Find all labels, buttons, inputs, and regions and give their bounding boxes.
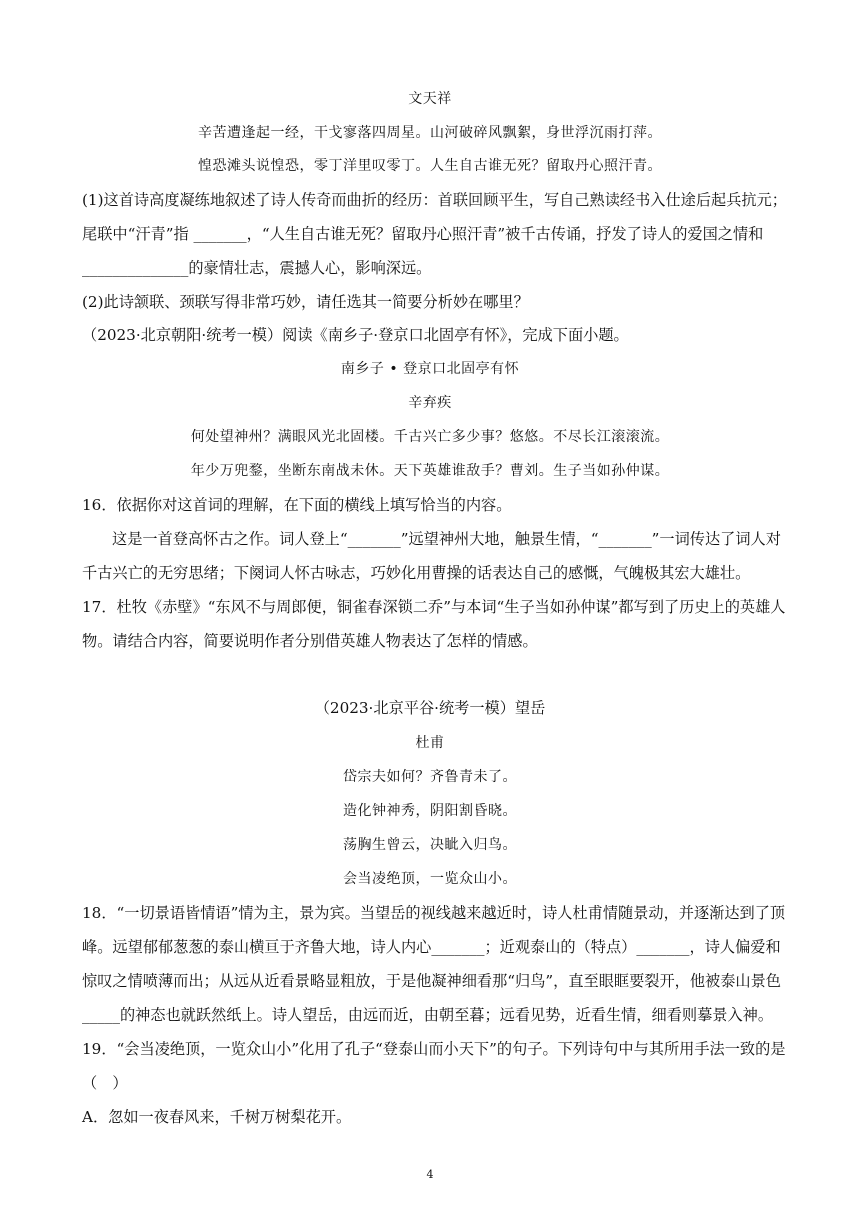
q17-line1: 17．杜牧《赤壁》“东风不与周郎便，铜雀春深锁二乔”与本词“生子当如孙仲谋”都写到了历史上的英雄人	[82, 598, 786, 616]
poem2-title: 南乡子 • 登京口北固亭有怀	[340, 361, 520, 377]
q1-line2: 尾联中“汗青”指 _______，“人生自古谁无死？留取丹心照汗青”被千古传诵，抒发了诗人的爱国之情和	[82, 225, 764, 243]
poem3-line1: 岱宗夫如何？齐鲁青未了。	[343, 769, 517, 785]
q18-line1: 18．“一切景语皆情语”情为主，景为宾。当望岳的视线越来越近时，诗人杜甫情随景动，并逐渐达到了顶	[82, 904, 786, 922]
q1-line1: (1)这首诗高度凝练地叙述了诗人传奇而曲折的经历：首联回顾平生，写自己熟读经书入仕途后起兵抗元；	[82, 191, 787, 209]
poem1-author: 文天祥	[408, 91, 452, 107]
q19-option-a: A．忽如一夜春风来，千树万树梨花开。	[82, 1108, 352, 1126]
poem3-author: 杜甫	[415, 735, 445, 751]
poem1-line1: 辛苦遭逢起一经，干戈寥落四周星。山河破碎风飘絮，身世浮沉雨打萍。	[198, 125, 662, 141]
poem2-line1: 何处望神州？满眼风光北固楼。千古兴亡多少事？悠悠。不尽长江滚滚流。	[190, 429, 670, 445]
q17-line2: 物。请结合内容，简要说明作者分别借英雄人物表达了怎样的情感。	[82, 632, 538, 650]
q1-line3: ______________的豪情壮志，震撼人心，影响深远。	[82, 259, 432, 277]
q18-line4: _____的神态也就跃然纸上。诗人望岳，由远而近，由朝至暮；远看见势，近看生情，细看则摹景入神。	[82, 1006, 774, 1024]
poem2-line2: 年少万兜鍪，坐断东南战未休。天下英雄谁敌手？曹刘。生子当如孙仲谋。	[190, 463, 670, 479]
poem2-author: 辛弃疾	[408, 395, 452, 411]
q19-line1: 19．“会当凌绝顶，一览众山小”化用了孔子“登泰山而小天下”的句子。下列诗句中与其所用手法一致的是	[82, 1040, 786, 1058]
poem3-line4: 会当凌绝顶，一览众山小。	[343, 871, 517, 887]
q16-line1: 这是一首登高怀古之作。词人登上“_______”远望神州大地，触景生情，“_______”一词传达了词人对	[112, 530, 781, 548]
q19-answer-bracket: （ ）	[82, 1074, 128, 1092]
poem1-line2: 惶恐滩头说惶恐，零丁洋里叹零丁。人生自古谁无死？留取丹心照汗青。	[198, 158, 662, 174]
poem3-line3: 荡胸生曾云，决眦入归鸟。	[343, 837, 517, 853]
poem3-title: （2023·北京平谷·统考一模）望岳	[314, 699, 546, 717]
q16-line2: 千古兴亡的无穷思绪；下阕词人怀古咏志，巧妙化用曹操的话表达自己的感慨，气魄极其宏大雄壮。	[82, 564, 751, 582]
q2-text: (2)此诗颔联、颈联写得非常巧妙，请任选其一简要分析妙在哪里？	[82, 293, 529, 311]
q18-line2: 峰。远望郁郁葱葱的泰山横亘于齐鲁大地，诗人内心_______；近观泰山的（特点）_______，诗人偏爱和	[82, 938, 781, 956]
section-intro: （2023·北京朝阳·统考一模）阅读《南乡子·登京口北固亭有怀》，完成下面小题。	[82, 326, 629, 344]
q16-stem: 16．依据你对这首词的理解，在下面的横线上填写恰当的内容。	[82, 496, 512, 514]
poem3-line2: 造化钟神秀，阴阳割昏晓。	[343, 803, 517, 819]
page-number: 4	[426, 1168, 434, 1181]
q18-line3: 惊叹之情喷薄而出；从远从近看景略显粗放，于是他凝神细看那“归鸟”，直至眼眶要裂开，他被泰山景色	[82, 972, 781, 990]
